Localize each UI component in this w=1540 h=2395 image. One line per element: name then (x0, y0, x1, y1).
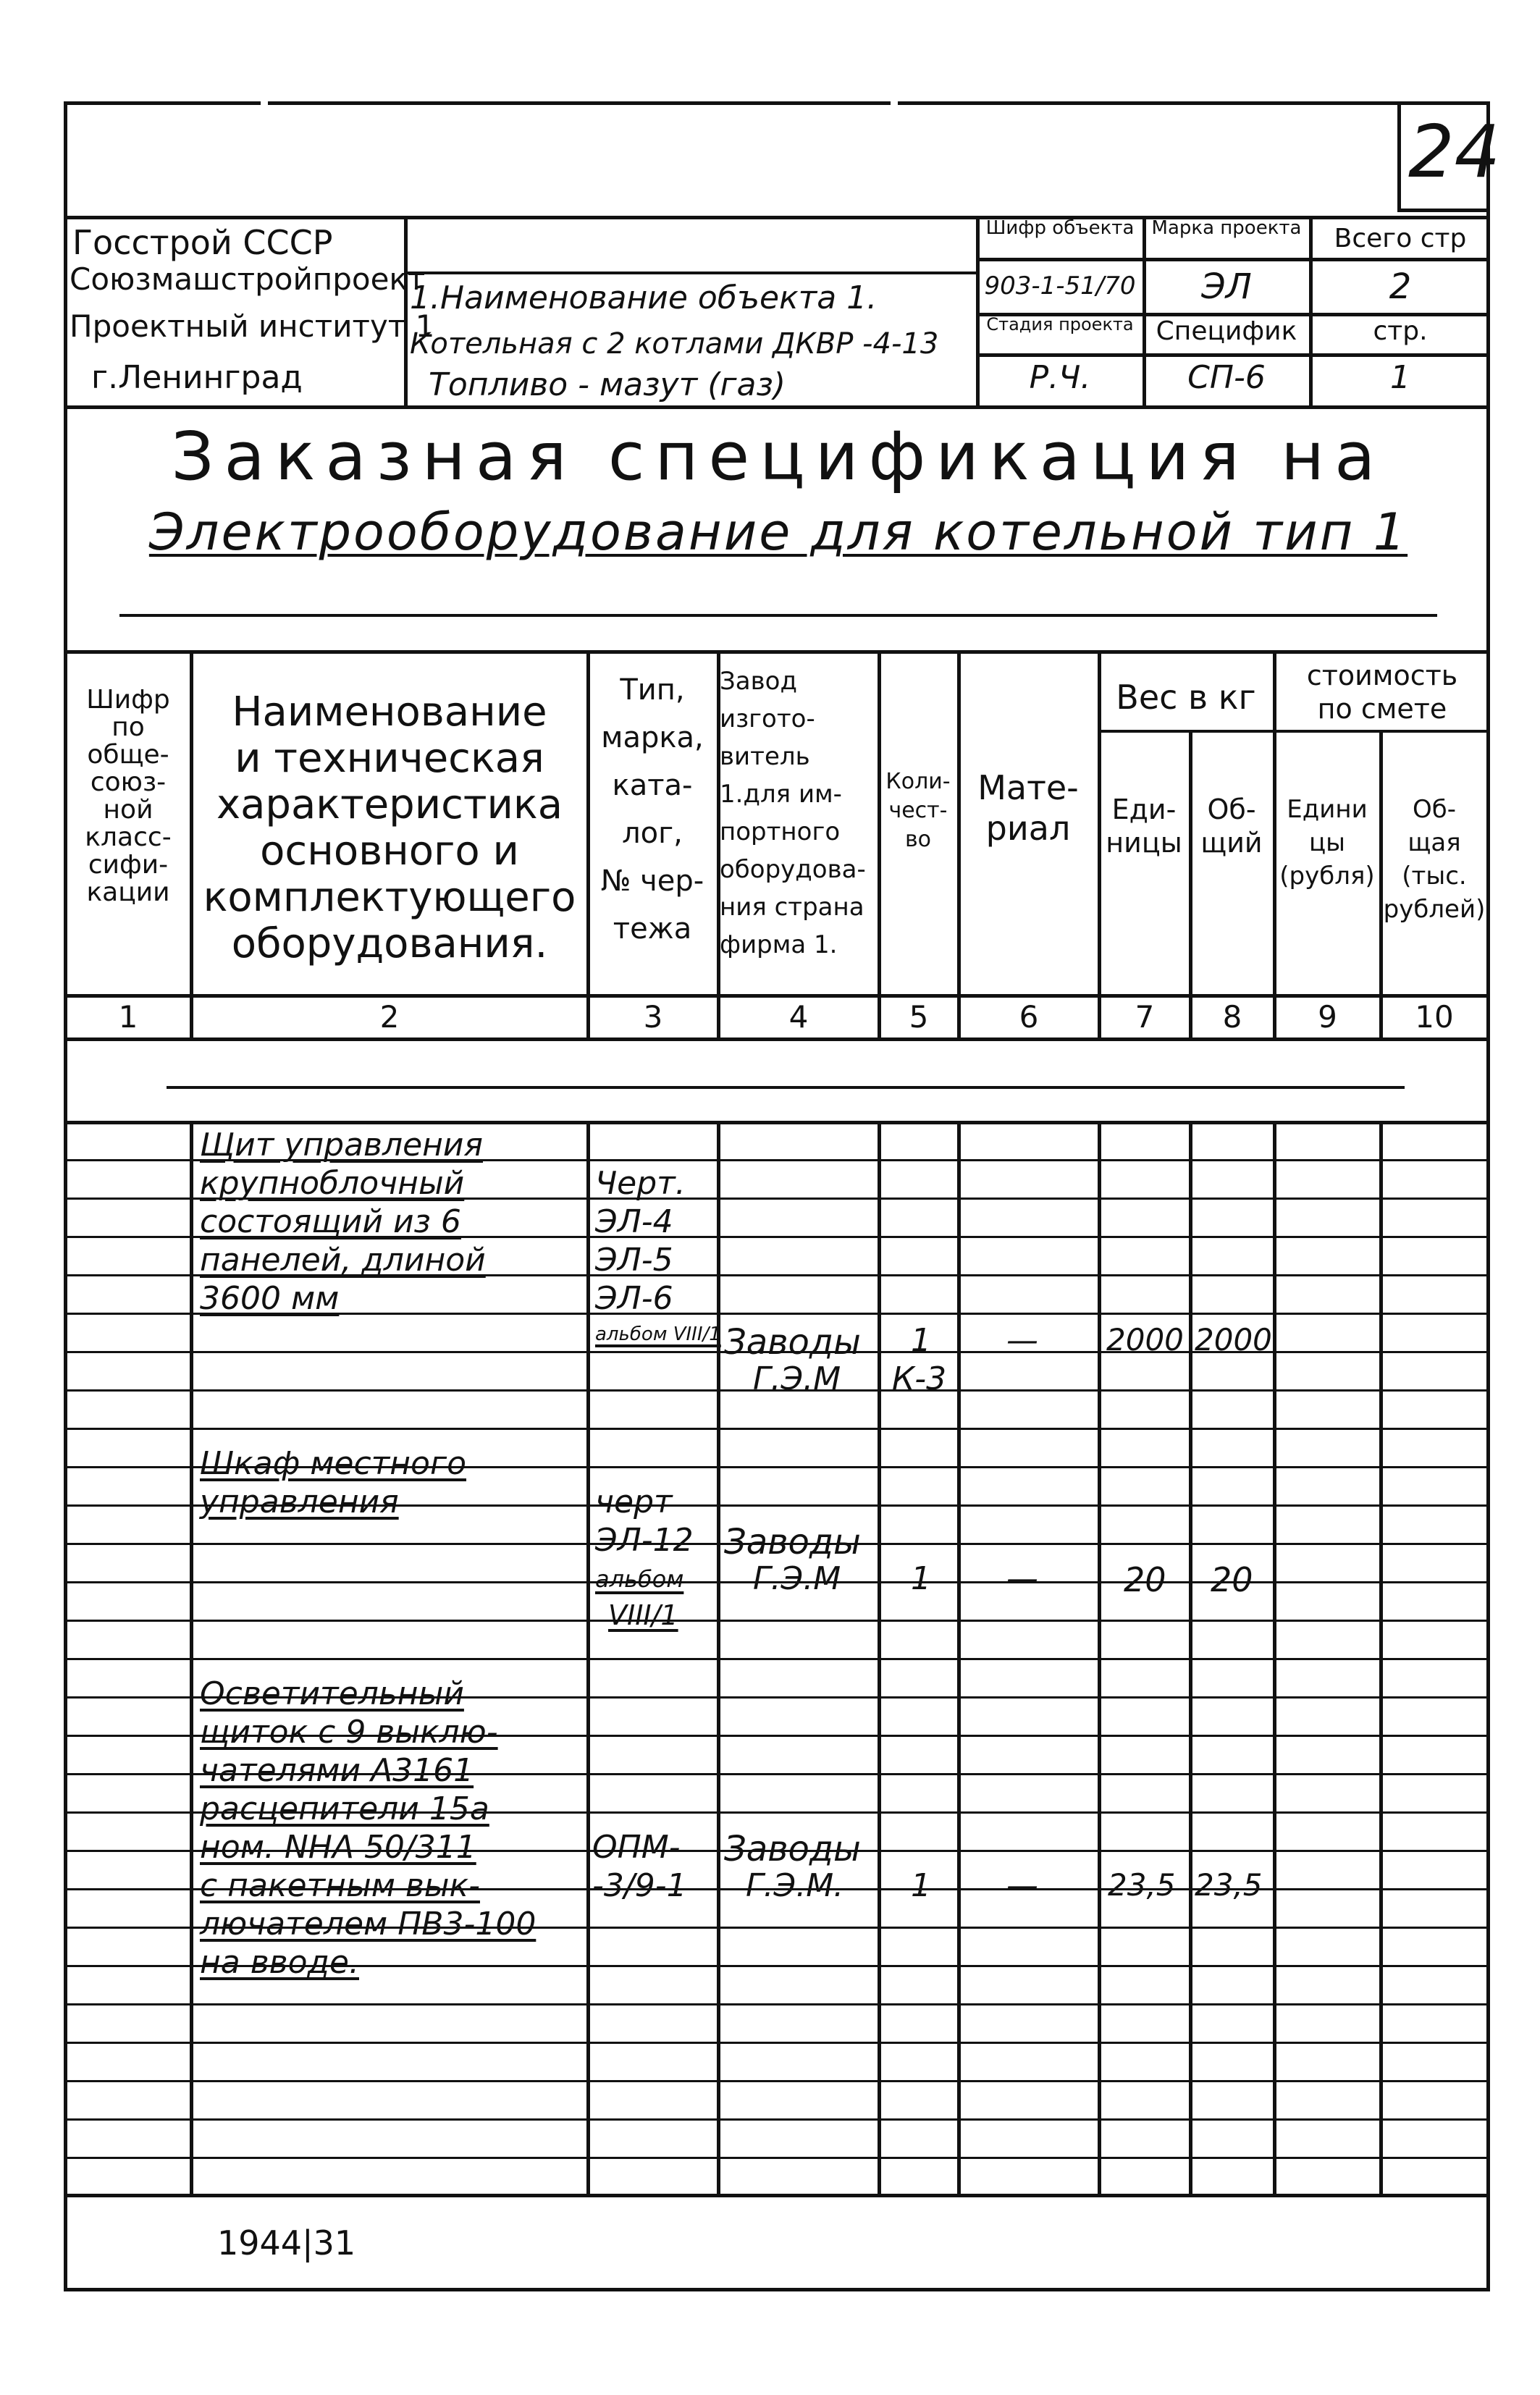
header-col-10 (1382, 793, 1486, 926)
item2-unit-weight: 20 (1124, 1560, 1166, 1599)
item2-qty-line: 1 (911, 1560, 931, 1597)
item1-maker-line: Г.Э.М (753, 1360, 841, 1397)
stamp-row-3 (976, 353, 1490, 357)
header-col-5-line: чест- (888, 798, 948, 823)
item3-total-weight: 23,5 (1195, 1867, 1263, 1903)
header-col-4-line: оборудова- (720, 855, 866, 884)
item1-type-line: ЭЛ-4 (595, 1203, 673, 1240)
header-col-4-line: портного (720, 817, 841, 846)
header-col-6-line: риал (985, 809, 1071, 848)
col-line-7 (1189, 730, 1192, 1037)
stage-label: Стадия проекта (986, 314, 1134, 334)
col-number-3: 3 (643, 999, 663, 1035)
item2-type-line: ЭЛ-12 (595, 1522, 694, 1559)
spec-value: СП-6 (1187, 359, 1266, 396)
total-label: Всего стр (1334, 224, 1467, 253)
item3-type-line: -3/9-1 (592, 1867, 687, 1904)
org-line-2: Союзмашстройпроект (70, 261, 426, 297)
item1-type-line: ЭЛ-5 (595, 1242, 673, 1279)
header-col-2-line: характеристика (216, 781, 563, 828)
header-col-9-line: цы (1309, 828, 1345, 857)
header-col-3-line: лог, (622, 817, 683, 850)
org-line-3: Проектный институт 1 (70, 308, 435, 344)
row-rule (65, 1658, 1490, 1660)
item2-type-line: альбом (595, 1565, 684, 1593)
header-col-6-line: Мате- (977, 768, 1079, 807)
header-col-10-line: (тыс. (1402, 862, 1467, 891)
item2-name-line: Шкаф местного (200, 1445, 467, 1482)
row-rule (65, 2157, 1490, 2159)
title-blank-line (119, 614, 1437, 617)
item1-type-line: альбом VIII/1 (595, 1323, 721, 1345)
item2-maker-line: Г.Э.М (753, 1560, 841, 1597)
item2-name-line: управления (200, 1483, 399, 1520)
top-dash-a (268, 101, 891, 105)
header-col-1 (68, 686, 188, 906)
mark-value: ЭЛ (1201, 266, 1252, 307)
title-line-2: Электрооборудование для котельной тип 1 (148, 502, 1408, 562)
stage-value: Р.Ч. (1029, 359, 1091, 396)
header-col-3-line: марка, (601, 721, 704, 754)
header-col-7-line: ницы (1106, 827, 1182, 859)
item2-type-line: черт (595, 1483, 673, 1520)
item3-material: — (1006, 1867, 1038, 1904)
header-col-9 (1276, 793, 1379, 893)
object-line-1: 1.Наименование объекта 1. (410, 279, 878, 316)
item1-material: — (1006, 1322, 1038, 1359)
header-col-7-line: Еди- (1111, 794, 1177, 825)
title-line-1: Заказная спецификация на (171, 418, 1386, 495)
header-cost-line: стоимость (1306, 660, 1458, 691)
item1-name-line: Щит управления (200, 1127, 483, 1163)
object-line-2: Котельная с 2 котлами ДКВР -4-13 (410, 327, 939, 361)
header-col-4-line: изгото- (720, 704, 815, 733)
item1-unit-weight: 2000 (1106, 1322, 1184, 1358)
header-col-2-line: и техническая (235, 735, 544, 782)
header-col-10-line: рублей) (1383, 895, 1486, 924)
stamp-bottom (65, 405, 1490, 409)
row-rule (65, 1620, 1490, 1622)
item1-name-line: 3600 мм (200, 1280, 340, 1317)
item2-type-line: VIII/1 (608, 1599, 678, 1631)
row-rule (65, 2118, 1490, 2121)
col-number-2: 2 (379, 999, 400, 1035)
header-col-4-line: витель (720, 742, 810, 771)
item1-total-weight: 2000 (1195, 1322, 1272, 1358)
header-col-8-line: Об- (1207, 794, 1256, 825)
col-line-1 (190, 650, 193, 1037)
col-number-7: 7 (1135, 999, 1155, 1035)
table-numbers-bottom (65, 1037, 1490, 1041)
header-col-7 (1101, 793, 1187, 859)
stamp-obj-line (404, 272, 976, 274)
header-col-3-line: № чер- (600, 864, 704, 898)
spec-label: Специфик (1156, 316, 1297, 346)
header-col-1-line: союз- (90, 767, 167, 797)
header-col-8-line: щий (1200, 827, 1263, 859)
frame-bottom (65, 2288, 1490, 2291)
header-col-4 (720, 662, 876, 964)
item1-type-line: ЭЛ-6 (595, 1280, 673, 1317)
item3-name-line: расцепители 15а (200, 1790, 489, 1827)
row-rule (65, 1428, 1490, 1430)
header-col-4-line: ния страна (720, 893, 864, 922)
item3-name-line: лючателем ПВ3-100 (200, 1906, 537, 1942)
item2-material: — (1006, 1560, 1038, 1597)
col-number-1: 1 (118, 999, 138, 1035)
stamp-row-1 (976, 258, 1490, 261)
header-col-1-line: класс- (85, 822, 172, 852)
header-col-2-line: комплектующего (203, 874, 576, 921)
header-col-4-line: фирма 1. (720, 930, 838, 959)
header-col-1-line: ной (103, 795, 153, 825)
item1-qty-line: К-3 (892, 1360, 947, 1397)
header-col-5-line: во (904, 827, 932, 852)
item3-name-line: с пакетным вык- (200, 1867, 480, 1904)
header-col-2 (194, 689, 585, 967)
cipher-value: 903-1-51/70 (984, 272, 1136, 300)
frame-left (64, 101, 67, 2291)
header-col-5 (880, 767, 956, 854)
item1-maker-line: Заводы (724, 1322, 861, 1363)
page-number-box-bottom (1397, 209, 1490, 212)
header-col-8 (1192, 793, 1271, 859)
footer-code: 1944|31 (217, 2223, 356, 2263)
header-col-4-line: Завод (720, 667, 797, 696)
header-col-1-line: обще- (87, 740, 169, 770)
item3-name-line: чателями А3161 (200, 1752, 474, 1789)
header-col-10-line: Об- (1413, 795, 1456, 824)
item3-maker-line: Г.Э.М. (746, 1867, 844, 1904)
page-value: 1 (1390, 359, 1410, 396)
org-line-4: г.Ленинград (91, 359, 303, 396)
object-line-3: Топливо - мазут (газ) (429, 366, 786, 403)
org-line-1: Госстрой СССР (72, 223, 333, 262)
weight-cost-subline (1098, 730, 1490, 733)
table-spacer-line (167, 1086, 1405, 1089)
item3-name-line: ном. NHA 50/311 (200, 1829, 476, 1866)
item1-type-line: Черт. (595, 1165, 686, 1202)
cipher-label: Шифр объекта (985, 217, 1135, 239)
page-label: стр. (1373, 316, 1428, 346)
header-col-1-line: по (111, 712, 145, 742)
header-col-1-line: Шифр (86, 685, 170, 715)
item3-qty-line: 1 (911, 1867, 931, 1904)
row-rule (65, 2080, 1490, 2082)
header-col-1-line: сифи- (88, 850, 169, 880)
item3-name-line: щиток с 9 выклю- (200, 1714, 498, 1751)
item1-qty-line: 1 (911, 1322, 931, 1359)
item3-name-line: Осветительный (200, 1675, 464, 1712)
header-col-3-line: ката- (612, 769, 693, 802)
col-number-4: 4 (788, 999, 809, 1035)
frame-right (1486, 101, 1490, 2291)
total-value: 2 (1389, 266, 1412, 307)
header-col-5-line: Коли- (885, 769, 951, 794)
header-cost-line: по смете (1317, 693, 1447, 725)
col-number-8: 8 (1222, 999, 1242, 1035)
header-col-9-line: (рубля) (1279, 862, 1375, 891)
item2-total-weight: 20 (1211, 1560, 1253, 1599)
col-number-10: 10 (1415, 999, 1454, 1035)
header-col-10-line: щая (1408, 828, 1461, 857)
item3-type-line: ОПМ- (592, 1829, 681, 1866)
header-cost (1276, 659, 1489, 725)
page-number: 24 (1408, 109, 1501, 194)
header-col-2-line: оборудования. (231, 920, 548, 967)
header-weight: Вес в кг (1116, 678, 1256, 717)
row-rule (65, 2003, 1490, 2005)
header-col-3-line: Тип, (620, 673, 685, 707)
item3-unit-weight: 23,5 (1108, 1867, 1176, 1903)
header-col-3-line: тежа (613, 912, 692, 946)
mark-label: Марка проекта (1151, 217, 1302, 239)
row-rule (65, 2042, 1490, 2044)
header-col-6 (960, 767, 1096, 849)
item2-maker-line: Заводы (724, 1522, 861, 1562)
item1-name-line: состоящий из 6 (200, 1203, 461, 1240)
page-number-box-left (1397, 101, 1401, 210)
item3-name-line: на вводе. (200, 1944, 359, 1981)
col-number-6: 6 (1019, 999, 1039, 1035)
header-col-1-line: кации (86, 877, 170, 907)
header-col-2-line: Наименование (232, 689, 547, 736)
header-col-2-line: основного и (260, 828, 519, 875)
item1-name-line: панелей, длиной (200, 1242, 486, 1279)
col-number-5: 5 (909, 999, 929, 1035)
header-col-4-line: 1.для им- (720, 780, 842, 809)
item3-maker-line: Заводы (724, 1829, 861, 1869)
header-col-9-line: Едини (1287, 795, 1368, 824)
item1-name-line: крупноблочный (200, 1165, 465, 1202)
header-col-3 (589, 666, 715, 953)
col-number-9: 9 (1318, 999, 1337, 1035)
